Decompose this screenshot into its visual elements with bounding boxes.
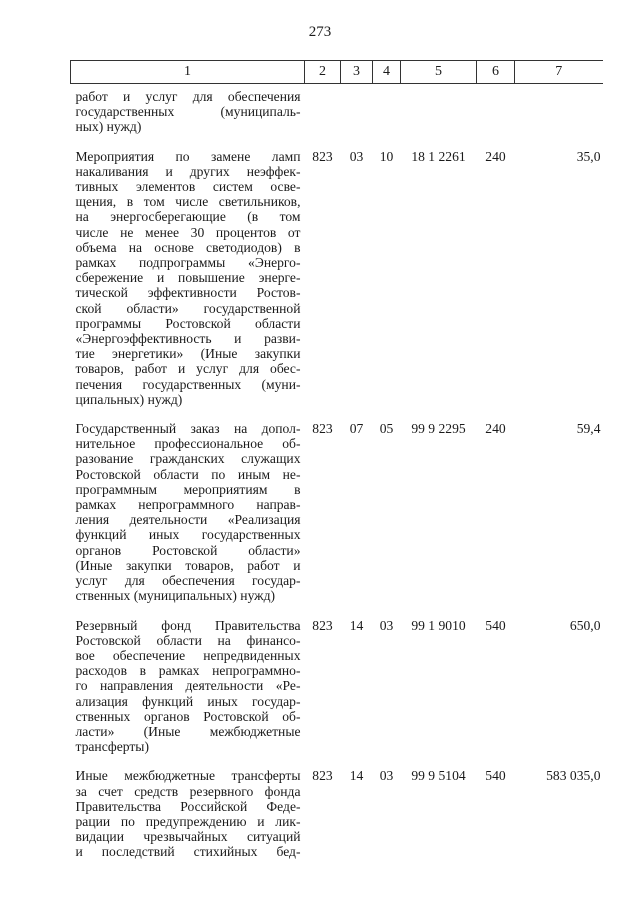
description-line: ных) нужд) [75,119,142,135]
column-header: 4 [373,61,401,84]
column-header: 1 [71,61,305,84]
target-article-code: 99 1 9010 [411,617,466,633]
ministry-code: 823 [312,148,333,164]
expense-type-code: 540 [485,768,506,784]
description-line: (Иные закупки товаров, работ и [75,557,301,573]
description-line: программы Ростовской области [75,315,301,331]
description-line: Ростовской области на финансо- [75,632,301,648]
description-line: программным мероприятиям в [75,481,301,497]
target-article-code: 99 9 2295 [411,421,466,437]
description-line: товаров, работ и услуг для обес- [75,361,301,377]
description-line: Государственный заказ на допол- [75,421,301,437]
expense-type-code [477,84,515,135]
target-article-code: 99 9 5104 [411,768,466,784]
ministry-code: 823 [312,617,333,633]
column-header: 2 [305,61,341,84]
table-row [71,84,603,135]
description-line: разование гражданских служащих [75,451,301,467]
row-description [71,135,305,407]
table-header-row [71,61,603,84]
description-line: расходов в рамках непрограммно- [75,663,301,679]
row-description [71,754,305,859]
description-line: вое обеспечение непредвиденных [75,647,301,663]
row-description [71,407,305,603]
page-number: 273 [308,24,332,40]
description-line: щения, в том числе светильников, [75,194,301,210]
table-row [71,754,603,859]
description-line: за счет средств резервного фонда [75,783,301,799]
description-line: ственных органов Ростовской об- [75,708,301,724]
table-row [71,604,603,755]
ministry-code: 823 [312,768,333,784]
description-line: тивных элементов систем осве- [75,179,301,195]
budget-table [70,60,603,860]
section-code: 14 [349,768,364,784]
description-line: сбережение и повышение энерге- [75,270,301,286]
amount: 59,4 [576,421,601,437]
description-line: трансферты) [75,739,149,755]
description-line: рамках непрограммного направ- [75,497,301,513]
description-line: услуг для обеспечения государ- [75,573,301,589]
column-header: 5 [401,61,477,84]
description-line: Резервный фонд Правительства [75,617,301,633]
description-line: Ростовской области по иным не- [75,466,301,482]
expense-type-code: 240 [485,421,506,437]
column-header: 7 [515,61,603,84]
section-code: 03 [349,148,364,164]
table-row [71,135,603,407]
description-line: рамках подпрограммы «Энерго- [75,255,301,271]
section-code: 14 [349,617,364,633]
column-header: 3 [341,61,373,84]
ministry-code [305,84,341,135]
description-line: работ и услуг для обеспечения [75,89,301,104]
expense-type-code: 240 [485,148,506,164]
description-line: Мероприятия по замене ламп [75,148,301,164]
subsection-code: 05 [379,421,394,437]
description-line: тической эффективности Ростов- [75,285,301,301]
column-header: 6 [477,61,515,84]
description-line: на энергосберегающие (в том [75,209,301,225]
amount: 35,0 [576,148,601,164]
description-line: нительное профессиональное об- [75,436,301,452]
description-line: государственных (муниципаль- [75,104,301,120]
description-line: накаливания и других неэффек- [75,163,301,179]
amount [515,84,603,135]
subsection-code: 03 [379,617,394,633]
description-line: ления деятельности «Реализация [75,512,301,528]
description-line: ципальных) нужд) [75,391,183,407]
target-article-code [401,84,477,135]
section-code: 07 [349,421,364,437]
description-line: ализация функций иных государ- [75,693,301,709]
description-line: числе не менее 30 процентов от [75,224,301,240]
description-line: функций иных государственных [75,527,301,543]
row-description [71,604,305,755]
target-article-code: 18 1 2261 [411,148,466,164]
description-line: Правительства Российской Феде- [75,798,301,814]
description-line: «Энергоэффективность и разви- [75,331,301,347]
amount: 650,0 [569,617,601,633]
table-row [71,407,603,603]
subsection-code: 10 [379,148,394,164]
ministry-code: 823 [312,421,333,437]
description-line: рации по предупреждению и лик- [75,813,301,829]
description-line: органов Ростовской области» [75,542,301,558]
description-line: ственных (муниципальных) нужд) [75,588,276,604]
description-line: Иные межбюджетные трансферты [75,768,301,784]
row-description [71,84,305,135]
expense-type-code: 540 [485,617,506,633]
description-line: и последствий стихийных бед- [75,844,301,860]
description-line: объема на основе светодиодов) в [75,239,301,255]
description-line: ласти» (Иные межбюджетные [75,723,301,739]
subsection-code: 03 [379,768,394,784]
description-line: печения государственных (муни- [75,376,301,392]
description-line: видации чрезвычайных ситуаций [75,829,301,845]
description-line: ской области» государственной [75,300,301,316]
section-code [341,84,373,135]
description-line: тие энергетики» (Иные закупки [75,346,301,362]
description-line: го направления деятельности «Ре- [75,678,301,694]
subsection-code [373,84,401,135]
amount: 583 035,0 [546,768,601,784]
